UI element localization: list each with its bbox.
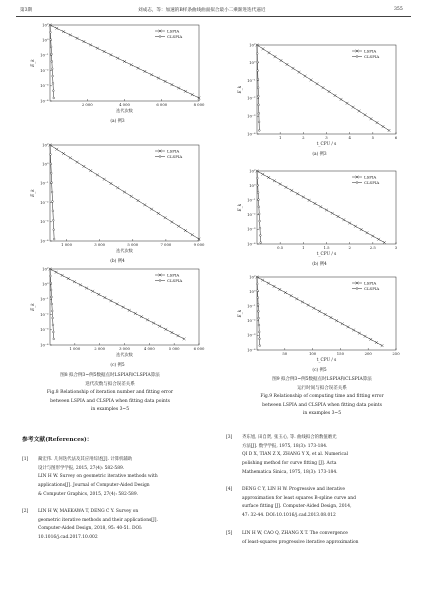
x-tick-label: 4 000 bbox=[143, 346, 155, 351]
fig9-caption-en3: in examples 3~5 bbox=[302, 411, 342, 417]
chart-fig8c-caption: (c) 例5 bbox=[110, 363, 125, 368]
series-point-clspia bbox=[53, 97, 55, 99]
reference-line: polishing method for curve fitting [J]. Acta bbox=[242, 461, 337, 467]
y-tick-label: 10⁻² bbox=[247, 212, 256, 218]
reference-line: 47: 32-44. DOI:10.1016/j.cad.2013.08.012 bbox=[242, 513, 336, 519]
fig9-caption-cn: 图9 拟合例3~例5数据点时LSPIA和CLSPIA算法 bbox=[272, 377, 372, 382]
y-axis-label: E_k bbox=[237, 203, 242, 212]
series-point-clspia bbox=[256, 276, 258, 278]
x-axis-label: 迭代次数 bbox=[116, 248, 133, 253]
series-point-clspia bbox=[49, 144, 51, 146]
fig9-caption-cn2: 运行时间与拟合误差关系 bbox=[297, 385, 347, 391]
fig8-caption bbox=[10, 372, 210, 415]
fig8-caption-en3: in examples 3~5 bbox=[90, 407, 130, 413]
legend-label: LSPIA bbox=[167, 272, 180, 278]
chart-fig8a bbox=[30, 22, 205, 119]
series-point-clspia bbox=[53, 238, 55, 240]
y-tick-label: 10⁻¹ bbox=[247, 197, 256, 203]
x-tick-label: 200 bbox=[364, 351, 372, 356]
x-axis-label: 迭代次数 bbox=[116, 108, 133, 113]
y-tick-label: 10⁻¹ bbox=[247, 303, 256, 309]
series-point-clspia bbox=[256, 44, 258, 46]
series-point-clspia bbox=[53, 338, 55, 340]
reference-number: [5] bbox=[226, 531, 233, 536]
x-tick-label: 1 000 bbox=[61, 242, 72, 247]
series-point-clspia bbox=[258, 104, 260, 106]
y-tick-label: 10⁻⁴ bbox=[247, 347, 256, 353]
x-tick-label: 2 000 bbox=[81, 102, 93, 107]
reference-body bbox=[242, 530, 359, 547]
fig9-caption bbox=[222, 376, 422, 419]
reference-line: QI D X, TIAN Z X, ZHANG Y X, et al. Numerical bbox=[242, 452, 348, 458]
y-axis-label: E_k bbox=[30, 189, 35, 197]
series-point-clspia bbox=[256, 170, 258, 172]
series-point-clspia bbox=[258, 213, 260, 215]
series-point-clspia bbox=[257, 70, 259, 72]
series-point-clspia bbox=[49, 275, 51, 277]
reference-line: 设计与图形学学报, 2015, 27(4): 582-589. bbox=[38, 465, 125, 471]
y-tick-label: 10¹ bbox=[42, 142, 49, 148]
legend-marker bbox=[159, 280, 161, 282]
series-point-clspia bbox=[259, 220, 261, 222]
series-point-clspia bbox=[50, 39, 52, 41]
x-tick-label: 4 bbox=[348, 135, 351, 140]
y-tick-label: 10⁰ bbox=[249, 288, 256, 294]
legend-label: LSPIA bbox=[167, 148, 180, 154]
x-tick-label: 3 bbox=[325, 135, 328, 140]
y-tick-label: 10⁻¹ bbox=[40, 180, 49, 186]
x-tick-label: 5 000 bbox=[127, 242, 139, 247]
y-tick-label: 10⁰ bbox=[249, 182, 256, 188]
x-tick-label: 1 000 bbox=[69, 346, 81, 351]
chart-svg-fig9c bbox=[237, 274, 402, 368]
series-point-clspia bbox=[257, 310, 259, 312]
y-tick-label: 10⁻² bbox=[40, 311, 49, 317]
y-axis-label: E_k bbox=[237, 85, 242, 94]
series-point-clspia bbox=[51, 182, 53, 184]
series-point-clspia bbox=[257, 297, 259, 299]
reference-line: 方法[J]. 数学学报, 1975, 18(3): 173-184. bbox=[242, 443, 328, 449]
series-point-clspia bbox=[52, 90, 54, 92]
series-point-clspia bbox=[259, 227, 261, 229]
y-axis-label: E_k bbox=[237, 309, 242, 318]
y-tick-label: 10⁻¹ bbox=[247, 77, 256, 83]
y-tick-label: 10⁻³ bbox=[40, 219, 49, 225]
series-point-clspia bbox=[260, 242, 262, 244]
x-tick-label: 7 000 bbox=[160, 242, 172, 247]
series-point-clspia bbox=[52, 210, 54, 212]
y-tick-label: 10⁻² bbox=[40, 199, 49, 205]
x-tick-label: 3 000 bbox=[119, 346, 130, 351]
legend-label: LSPIA bbox=[167, 28, 180, 34]
series-point-clspia bbox=[51, 191, 53, 193]
series-point-clspia bbox=[52, 75, 54, 77]
y-tick-label: 10¹ bbox=[249, 274, 256, 280]
legend-marker bbox=[356, 56, 358, 58]
series-point-clspia bbox=[257, 290, 259, 292]
legend-marker bbox=[356, 182, 358, 184]
reference-line: 10.1016/j.cad.2017.10.002 bbox=[38, 535, 98, 541]
series-point-clspia bbox=[258, 206, 260, 208]
x-tick-label: 3 bbox=[394, 245, 398, 250]
x-tick-label: 100 bbox=[308, 351, 317, 356]
series-point-clspia bbox=[50, 172, 52, 174]
x-tick-label: 1 bbox=[302, 245, 305, 250]
legend-label: CLSPIA bbox=[364, 179, 380, 185]
series-point-clspia bbox=[50, 282, 52, 284]
series-point-clspia bbox=[50, 46, 52, 48]
y-tick-label: 10⁻³ bbox=[247, 113, 256, 119]
reference-body bbox=[242, 434, 348, 478]
reference-number: [2] bbox=[22, 509, 29, 514]
series-point-clspia bbox=[51, 53, 53, 55]
reference-line: geometric iterative methods and their applications[J]. bbox=[38, 517, 158, 523]
x-tick-label: 50 bbox=[282, 351, 288, 356]
y-tick-label: 10⁻³ bbox=[247, 332, 256, 338]
series-point-clspia bbox=[259, 338, 261, 340]
x-tick-label: 6 000 bbox=[193, 346, 205, 351]
y-tick-label: 10⁻³ bbox=[40, 327, 49, 333]
series-point-clspia bbox=[258, 112, 260, 114]
x-axis-label: t_CPU / s bbox=[316, 357, 337, 362]
running-title: 刘成志，等：加速的B样条曲线曲面拟合最小二乘渐进迭代逼近 bbox=[138, 8, 266, 13]
fig9-caption-en2: between LSPIA and CLSPIA when fitting data points bbox=[262, 402, 382, 408]
x-tick-label: 1 bbox=[278, 135, 282, 140]
reference-body bbox=[242, 486, 356, 521]
chart-fig8b-caption: (b) 例4 bbox=[110, 259, 125, 264]
x-tick-label: 6 000 bbox=[156, 102, 168, 107]
fig8-caption-cn: 图8 拟合例3~例5数据点时LSPIA和CLSPIA算法 bbox=[60, 373, 160, 378]
reference-line: 齐东旭, 田自贤, 张玉心, 等. 曲线拟合的数值磨光 bbox=[242, 435, 337, 440]
reference-line: applications[J]. Journal of Computer-Aided Design bbox=[38, 483, 150, 489]
references-heading: 参考文献(References)： bbox=[22, 437, 93, 443]
x-tick-label: 5 bbox=[371, 135, 375, 140]
reference-line: DENG C Y, LIN H W. Progressive and iterative bbox=[242, 487, 345, 492]
y-tick-label: 10⁰ bbox=[42, 161, 49, 167]
chart-fig8c bbox=[30, 266, 205, 363]
legend-label: CLSPIA bbox=[167, 33, 183, 39]
legend-label: LSPIA bbox=[364, 48, 377, 54]
series-point-clspia bbox=[257, 192, 259, 194]
legend-label: CLSPIA bbox=[167, 277, 183, 283]
chart-fig9a bbox=[237, 42, 402, 152]
reference-line: LIN H W, MAEKAWA T, DENG C Y. Survey on bbox=[38, 509, 139, 514]
fig9-caption-en1: Fig.9 Relationship of computing time and fitting error bbox=[260, 394, 384, 400]
reference-line: Mathematica Sinica, 1975, 18(3): 173-184. bbox=[242, 469, 338, 475]
reference-number: [1] bbox=[22, 457, 29, 462]
series-point-clspia bbox=[258, 324, 260, 326]
series-point-clspia bbox=[257, 78, 259, 80]
y-axis-label: E_k bbox=[30, 59, 35, 67]
y-tick-label: 10¹ bbox=[249, 42, 256, 48]
series-point-clspia bbox=[259, 234, 261, 236]
x-tick-label: 2.5 bbox=[369, 245, 376, 250]
y-tick-label: 10⁻² bbox=[247, 318, 256, 324]
legend-marker bbox=[356, 288, 358, 290]
legend-label: LSPIA bbox=[364, 174, 377, 180]
series-point-clspia bbox=[258, 317, 260, 319]
series-point-clspia bbox=[258, 199, 260, 201]
series-point-clspia bbox=[258, 130, 260, 132]
series-point-clspia bbox=[257, 304, 259, 306]
fig8-caption-en1: Fig.8 Relationship of iteration number and fitting error bbox=[46, 390, 174, 396]
series-point-clspia bbox=[51, 303, 53, 305]
x-tick-label: 5 000 bbox=[168, 346, 180, 351]
series-point-clspia bbox=[49, 268, 51, 270]
series-point-clspia bbox=[49, 24, 51, 26]
series-point-clspia bbox=[257, 61, 259, 63]
reference-line: of least-squares progressive iterative approximation bbox=[242, 539, 359, 545]
x-tick-label: 0.5 bbox=[277, 245, 284, 250]
y-tick-label: 10⁻⁴ bbox=[40, 342, 49, 348]
x-tick-label: 2 000 bbox=[94, 346, 106, 351]
fig8-caption-en2: between LSPIA and CLSPIA when fitting data points bbox=[50, 398, 170, 404]
series-point-clspia bbox=[52, 324, 54, 326]
y-tick-label: 10⁰ bbox=[42, 281, 49, 287]
x-tick-label: 2 bbox=[348, 245, 351, 250]
reference-number: [3] bbox=[226, 435, 233, 440]
chart-svg-fig9a bbox=[237, 42, 402, 152]
y-tick-label: 10⁻² bbox=[247, 95, 256, 101]
reference-line: Computer-Aided Design, 2018, 95: 40-51. DOI: bbox=[38, 526, 143, 532]
issue-label: 第3期 bbox=[20, 8, 33, 13]
x-axis-label: 迭代次数 bbox=[116, 352, 133, 357]
y-tick-label: 10⁻⁴ bbox=[40, 238, 49, 244]
chart-svg-fig8a bbox=[30, 22, 205, 119]
y-tick-label: 10⁻¹ bbox=[40, 296, 49, 302]
reference-body bbox=[38, 508, 158, 543]
y-tick-label: 10¹ bbox=[42, 266, 49, 272]
header-rule bbox=[16, 16, 411, 17]
reference-line: LIN H W, CAO Q, ZHANG X T. The convergence bbox=[242, 531, 348, 536]
x-tick-label: 3 000 bbox=[94, 242, 106, 247]
y-tick-label: 10⁻³ bbox=[40, 83, 49, 89]
y-tick-label: 10⁰ bbox=[249, 60, 256, 66]
y-tick-label: 10¹ bbox=[249, 168, 256, 174]
series-point-clspia bbox=[51, 68, 53, 70]
legend-label: CLSPIA bbox=[364, 53, 380, 59]
series-point-clspia bbox=[51, 296, 53, 298]
series-point-clspia bbox=[257, 87, 259, 89]
chart-fig9c bbox=[237, 274, 402, 368]
series-point-clspia bbox=[259, 345, 261, 347]
series-point-clspia bbox=[52, 201, 54, 203]
x-tick-label: 8 000 bbox=[193, 102, 205, 107]
x-tick-label: 9 000 bbox=[193, 242, 205, 247]
series-point-clspia bbox=[256, 53, 258, 55]
chart-fig9b bbox=[237, 168, 402, 262]
chart-svg-fig9b bbox=[237, 168, 402, 262]
chart-svg-fig8b bbox=[30, 142, 205, 259]
y-tick-label: 10⁻¹ bbox=[40, 52, 49, 58]
legend-label: CLSPIA bbox=[364, 285, 380, 291]
chart-fig9a-caption: (a) 例3 bbox=[312, 152, 327, 157]
y-axis-label: E_k bbox=[30, 303, 35, 311]
series-point-clspia bbox=[50, 163, 52, 165]
series-point-clspia bbox=[53, 229, 55, 231]
series-point-clspia bbox=[256, 283, 258, 285]
y-tick-label: 10⁻⁴ bbox=[247, 131, 256, 137]
series-point-clspia bbox=[52, 219, 54, 221]
x-tick-label: 150 bbox=[336, 351, 345, 356]
x-tick-label: 2 bbox=[302, 135, 305, 140]
chart-fig9c-caption: (c) 例5 bbox=[312, 368, 327, 373]
series-point-clspia bbox=[257, 184, 259, 186]
x-axis-label: t_CPU / s bbox=[316, 251, 337, 256]
series-point-clspia bbox=[51, 61, 53, 63]
chart-fig9b-caption: (b) 例4 bbox=[312, 262, 327, 267]
series-point-clspia bbox=[52, 82, 54, 84]
y-tick-label: 10⁻³ bbox=[247, 226, 256, 232]
x-tick-label: 4 000 bbox=[119, 102, 130, 107]
reference-line: 蔺宏伟. 几何迭代法及其应用综述[J]. 计算机辅助 bbox=[38, 457, 133, 462]
reference-line: approximation for least squares B-spline curve and bbox=[242, 495, 356, 501]
y-tick-label: 10⁰ bbox=[42, 37, 49, 43]
x-axis-label: t_CPU / s bbox=[316, 141, 337, 146]
chart-svg-fig8c bbox=[30, 266, 205, 363]
page-number: 355 bbox=[394, 7, 403, 12]
series-point-clspia bbox=[50, 154, 52, 156]
legend-marker bbox=[159, 156, 161, 158]
reference-line: LIN H W. Survey on geometric iterative methods with bbox=[38, 474, 158, 480]
y-tick-label: 10⁻² bbox=[40, 67, 49, 73]
chart-fig8a-caption: (a) 例3 bbox=[110, 119, 125, 124]
x-tick-label: 1.5 bbox=[323, 245, 330, 250]
y-tick-label: 10⁻⁴ bbox=[40, 98, 49, 104]
series-point-clspia bbox=[258, 331, 260, 333]
x-tick-label: 250 bbox=[392, 351, 400, 356]
x-tick-label: 6 bbox=[394, 135, 398, 140]
reference-body bbox=[38, 456, 158, 500]
chart-fig8b bbox=[30, 142, 205, 259]
legend-marker bbox=[159, 36, 161, 38]
series-point-clspia bbox=[51, 310, 53, 312]
series-point-clspia bbox=[256, 177, 258, 179]
reference-number: [4] bbox=[226, 487, 233, 492]
reference-line: surface fitting [J]. Computer-Aided Design, 2014, bbox=[242, 504, 352, 510]
series-point-clspia bbox=[50, 289, 52, 291]
legend-label: CLSPIA bbox=[167, 153, 183, 159]
series-point-clspia bbox=[52, 331, 54, 333]
y-tick-label: 10⁻⁴ bbox=[247, 241, 256, 247]
series-point-clspia bbox=[49, 31, 51, 33]
series-point-clspia bbox=[257, 95, 259, 97]
series-point-clspia bbox=[52, 317, 54, 319]
legend-label: LSPIA bbox=[364, 280, 377, 286]
fig8-caption-cn2: 迭代次数与拟合误差关系 bbox=[85, 381, 135, 387]
series-point-clspia bbox=[258, 121, 260, 123]
y-tick-label: 10¹ bbox=[42, 22, 49, 28]
reference-line: & Computer Graphics, 2015, 27(4): 582-589. bbox=[38, 491, 139, 497]
